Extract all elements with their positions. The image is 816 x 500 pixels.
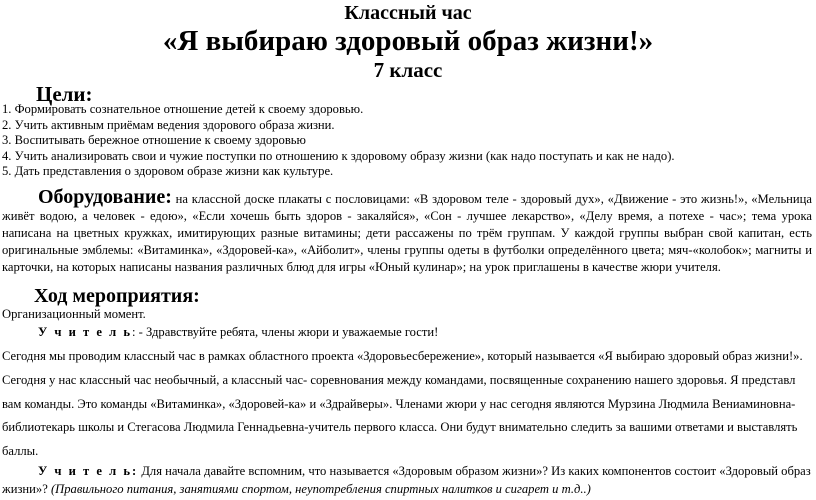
goals-list (2, 102, 814, 180)
page-title: «Я выбираю здоровый образ жизни!» (162, 25, 654, 57)
equipment-paragraph (2, 186, 812, 276)
org-moment: Организационный момент. (2, 307, 146, 321)
paragraph-line: Сегодня у нас классный час необычный, а классный час- соревнования между командами, посвященные сохранению нашего здоровья. Я представл (2, 373, 796, 387)
teacher-label: У ч и т е л ь (38, 325, 132, 339)
paragraph-line: Сегодня мы проводим классный час в рамках областного проекта «Здоровьесбережение», который называется «Я выбираю здоровый образ жизни!». (2, 349, 803, 363)
goal-item: 1. Формировать сознательное отношение детей к своему здоровью. (2, 102, 364, 116)
grade-label: 7 класс (373, 58, 443, 82)
goals-heading: Цели: (36, 82, 93, 106)
equipment-label: Оборудование: (38, 186, 172, 208)
teacher-question: Для начала давайте вспомним, что называется «Здоровым образом жизни»? Из каких компонентов состоит «Здоровый образ (138, 464, 811, 478)
answer-line (2, 482, 814, 497)
events-heading: Ход мероприятия: (34, 285, 200, 307)
teacher-label: У ч и т е л ь: (38, 464, 139, 478)
goal-item: 2. Учить активным приёмам ведения здорового образа жизни. (2, 117, 335, 132)
paragraph-line: вам команды. Это команды «Витаминка», «Здоровей-ка» и «Здрайверы». Членами жюри у нас сегодня являются Мурзина Людмила Вениаминовна- (2, 397, 796, 411)
paragraph-line: библиотекарь школы и Стегасова Людмила Геннадьевна-учитель первого класса. Они будут внимательно следить за вашими ответами и выставлять (2, 420, 798, 434)
goal-item: 3. Воспитывать бережное отношение к своему здоровью (2, 133, 306, 147)
goal-item: 5. Дать представления о здоровом образе жизни как культуре. (2, 164, 334, 178)
paragraph-line: баллы. (2, 444, 39, 458)
goal-item: 4. Учить анализировать свои и чужие поступки по отношению к здоровому образу жизни (как надо поступать и как не надо). (2, 148, 675, 163)
answer-text: (Правильного питания, занятиями спортом, неупотребления спиртных налитков и сигарет и т.д..) (50, 482, 591, 496)
question-end: жизни»? (2, 482, 51, 496)
teacher-greeting: : - Здравствуйте ребята, члены жюри и уважаемые гости! (132, 325, 439, 339)
subtitle: Классный час (344, 2, 472, 24)
equipment-text: на классной доске плакаты с пословицами: «В здоровом теле - здоровый дух», «Движение - это жизнь!», «Мельница живёт водою, а человек - едою», «Если хочешь быть здоров - закаляйся», «Сон - лучшее лекарство», «Делу время, а потехе - час»; тема урока написана на цветных кружках, имитирующих разные витамины; дети рассажены по трём группам. У каждой группы выбран свой капитан, есть оригинальные эмблемы: «Витаминка», «Здоровей-ка», «Айболит», члены группы одеты в футболки определённого цвета; мяч-«колобок»; магниты и карточки, на которых написаны названия различных блюд для игры «Юный кулинар»; на урок приглашены в качестве жюри учителя. (2, 192, 812, 274)
teacher-question-line (38, 464, 816, 479)
teacher-greeting-line (38, 325, 816, 340)
